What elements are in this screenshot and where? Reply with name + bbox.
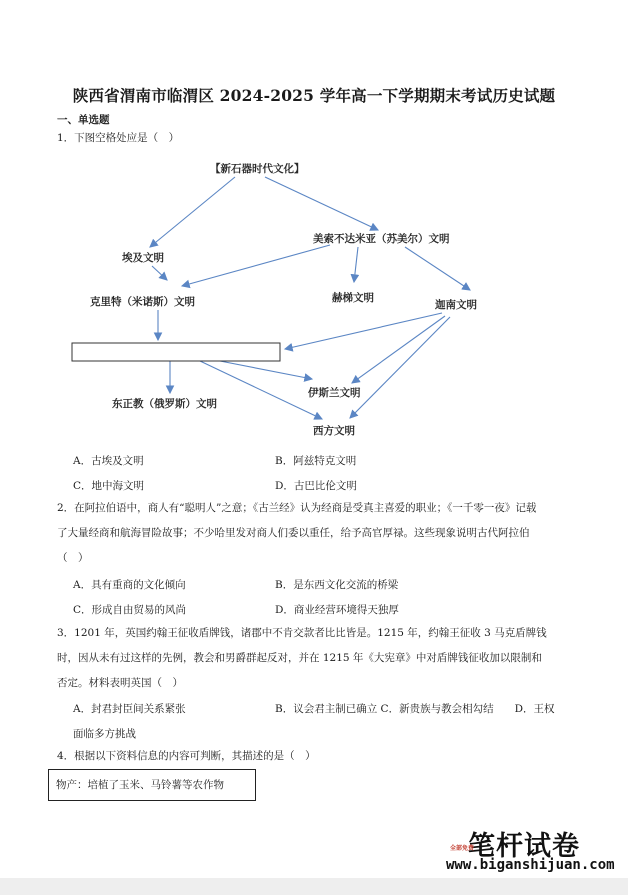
bottom-band — [0, 878, 628, 895]
arrow-aegean-blank — [285, 313, 442, 349]
q1-option-a[interactable]: A．古埃及文明 — [73, 455, 144, 467]
arrow-root-egypt — [150, 177, 235, 247]
q2-option-c[interactable]: C．形成自由贸易的风尚 — [73, 604, 187, 616]
arrow-aegean-islam — [352, 316, 445, 383]
q4-material-box: 物产：培植了玉米、马铃薯等农作物 — [48, 769, 256, 801]
q3-option-bcd[interactable]: B．议会君主制已确立 C．新贵族与教会相勾结 D．王权 — [275, 703, 555, 715]
arrow-meso-crete — [182, 245, 330, 286]
q4-stem: 4．根据以下资料信息的内容可判断，其描述的是（ ） — [57, 750, 316, 762]
watermark-url: www.biganshijuan.com — [446, 857, 615, 873]
watermark-brand: 笔杆试卷 — [468, 831, 580, 862]
q3-line-3: 否定。材料表明英国（ ） — [57, 677, 183, 689]
q2-option-d[interactable]: D．商业经营环境得天独厚 — [275, 604, 399, 616]
node-islam: 伊斯兰文明 — [308, 387, 361, 399]
q3-option-a[interactable]: A．封君封臣间关系紧张 — [73, 703, 186, 715]
civilization-diagram — [60, 150, 500, 440]
arrow-blank-islam — [220, 361, 312, 379]
arrow-root-meso — [265, 177, 378, 230]
q3-line-2: 时，因从未有过这样的先例，教会和男爵群起反对，并在 1215 年《大宪章》中对盾牌钱征收加以限制和 — [57, 652, 542, 664]
diagram-svg — [60, 150, 500, 440]
q3-line-1: 3．1201 年，英国约翰王征收盾牌钱，诸郡中不肯交款者比比皆是。1215 年，约翰王征收 3 马克盾牌钱 — [57, 627, 547, 639]
node-west: 西方文明 — [313, 425, 355, 437]
node-aegean: 迦南文明 — [435, 299, 477, 311]
arrow-blank-west — [200, 361, 322, 419]
node-root: 【新石器时代文化】 — [210, 163, 305, 175]
arrow-meso-hittite — [354, 247, 358, 282]
q2-option-b[interactable]: B．是东西文化交流的桥梁 — [275, 579, 399, 591]
q1-option-c[interactable]: C．地中海文明 — [73, 480, 145, 492]
q2-line-1: 2．在阿拉伯语中，商人有“聪明人”之意；《古兰经》认为经商是受真主喜爱的职业；《一千零一夜》记载 — [57, 502, 537, 514]
node-hittite: 赫梯文明 — [332, 292, 374, 304]
q2-line-3: （ ） — [57, 552, 89, 564]
node-crete: 克里特（米诺斯）文明 — [90, 296, 195, 308]
section-heading: 一、单选题 — [57, 114, 110, 126]
page-title: 陕西省渭南市临渭区 2024-2025 学年高一下学期期末考试历史试题 — [72, 86, 556, 105]
node-meso: 美索不达米亚（苏美尔）文明 — [313, 233, 450, 245]
arrow-egypt-crete — [152, 266, 167, 280]
arrow-meso-aegean — [405, 247, 470, 290]
blank-box — [72, 343, 280, 361]
q1-stem: 1．下图空格处应是（ ） — [57, 132, 180, 144]
arrow-aegean-west — [350, 317, 450, 418]
q1-option-d[interactable]: D．古巴比伦文明 — [275, 480, 357, 492]
q2-option-a[interactable]: A．具有重商的文化倾向 — [73, 579, 186, 591]
watermark-badge: 全部免费 — [450, 845, 475, 852]
node-egypt: 埃及文明 — [122, 252, 164, 264]
q3-option-d-continued[interactable]: 面临多方挑战 — [73, 728, 136, 740]
q2-line-2: 了大量经商和航海冒险故事；不少哈里发对商人们委以重任，给予高官厚禄。这些现象说明古代阿拉伯 — [57, 527, 530, 539]
node-orthodox: 东正教（俄罗斯）文明 — [112, 398, 217, 410]
q1-option-b[interactable]: B．阿兹特克文明 — [275, 455, 357, 467]
